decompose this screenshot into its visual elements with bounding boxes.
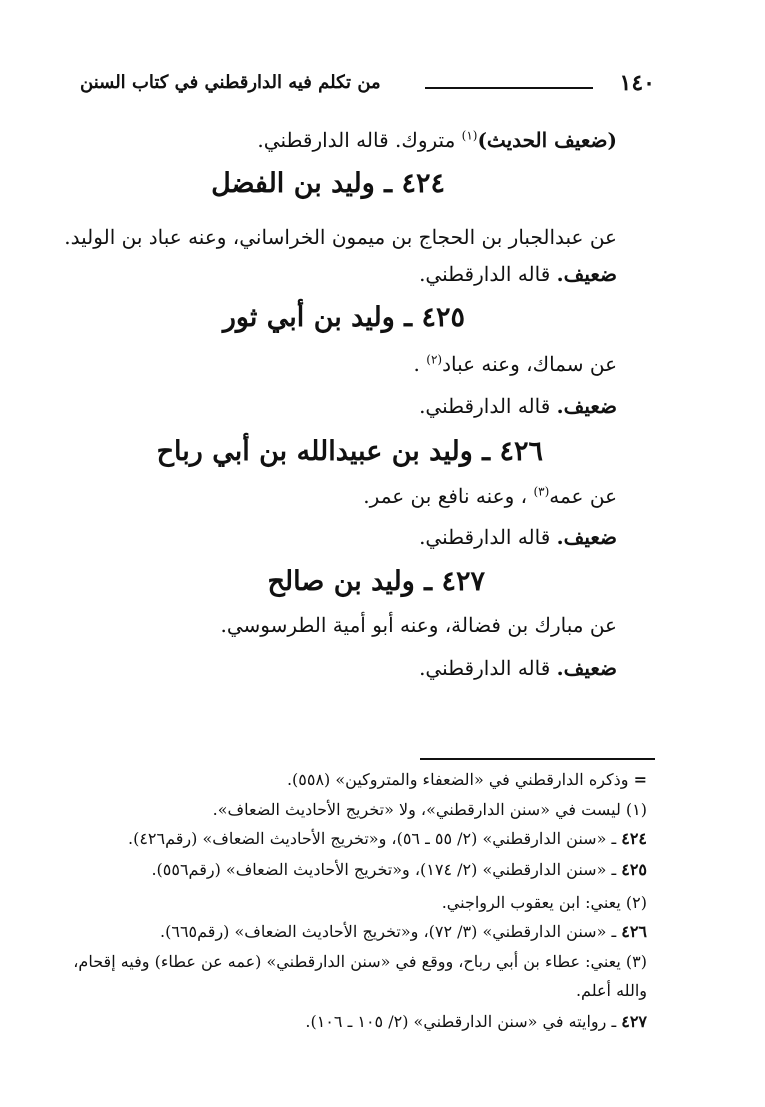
intro-line: (ضعيف الحديث)$^{(١)}$ متروك. قاله الدارقطني.: [257, 128, 617, 152]
entry-title-426: ٤٢٦ ـ وليد بن عبيدالله بن أبي رباح: [156, 436, 543, 467]
footnote: (١) ليست في «سنن الدارقطني»، ولا «تخريج الأحاديث الضعاف».: [212, 800, 647, 819]
footnote-continuation: والله أعلم.: [575, 981, 647, 1000]
entry-424-line: عن عبدالجبار بن الحجاج بن ميمون الخراساني، وعنه عباد بن الوليد.: [64, 225, 617, 249]
entry-title-425: ٤٢٥ ـ وليد بن أبي ثور: [222, 302, 465, 333]
entry-427-line: عن مبارك بن فضالة، وعنه أبو أمية الطرسوسي.: [220, 613, 617, 637]
entry-426-line: عن عمه$^{(٣)}$ ، وعنه نافع بن عمر.: [363, 484, 617, 508]
entry-title-427: ٤٢٧ ـ وليد بن صالح: [267, 566, 485, 597]
footnote: ٤٢٤ ـ «سنن الدارقطني» (٢/ ٥٥ ـ ٥٦)، و«تخريج الأحاديث الضعاف» (رقم٤٢٦).: [127, 829, 647, 848]
footnote: = وذكره الدارقطني في «الضعفاء والمتروكين» (٥٥٨).: [286, 770, 647, 789]
entry-426-verdict: ضعيف. قاله الدارقطني.: [419, 525, 617, 549]
entry-427-verdict: ضعيف. قاله الدارقطني.: [419, 656, 617, 680]
entry-425-line: عن سماك، وعنه عباد$^{(٢)}$ .: [413, 352, 617, 376]
entry-424-verdict: ضعيف. قاله الدارقطني.: [419, 262, 617, 286]
header-rule: [425, 87, 593, 89]
footnote: ٤٢٦ ـ «سنن الدارقطني» (٣/ ٧٢)، و«تخريج الأحاديث الضعاف» (رقم٦٦٥).: [160, 922, 647, 941]
footnote-separator: [420, 758, 655, 760]
page-number: ١٤٠: [619, 70, 655, 96]
entry-title-424: ٤٢٤ ـ وليد بن الفضل: [211, 168, 445, 199]
footnote: ٤٢٧ ـ روايته في «سنن الدارقطني» (٢/ ١٠٥ ـ ١٠٦).: [305, 1012, 647, 1031]
entry-425-verdict: ضعيف. قاله الدارقطني.: [419, 394, 617, 418]
footnote: (٣) يعني: عطاء بن أبي رباح، ووقع في «سنن الدارقطني» (عمه عن عطاء) وفيه إقحام،: [73, 952, 647, 971]
footnote: (٢) يعني: ابن يعقوب الرواجني.: [441, 893, 647, 912]
page-header: [80, 70, 655, 106]
running-title: من تكلم فيه الدارقطني في كتاب السنن: [80, 72, 381, 93]
footnote: ٤٢٥ ـ «سنن الدارقطني» (٢/ ١٧٤)، و«تخريج الأحاديث الضعاف» (رقم٥٥٦).: [151, 860, 647, 879]
